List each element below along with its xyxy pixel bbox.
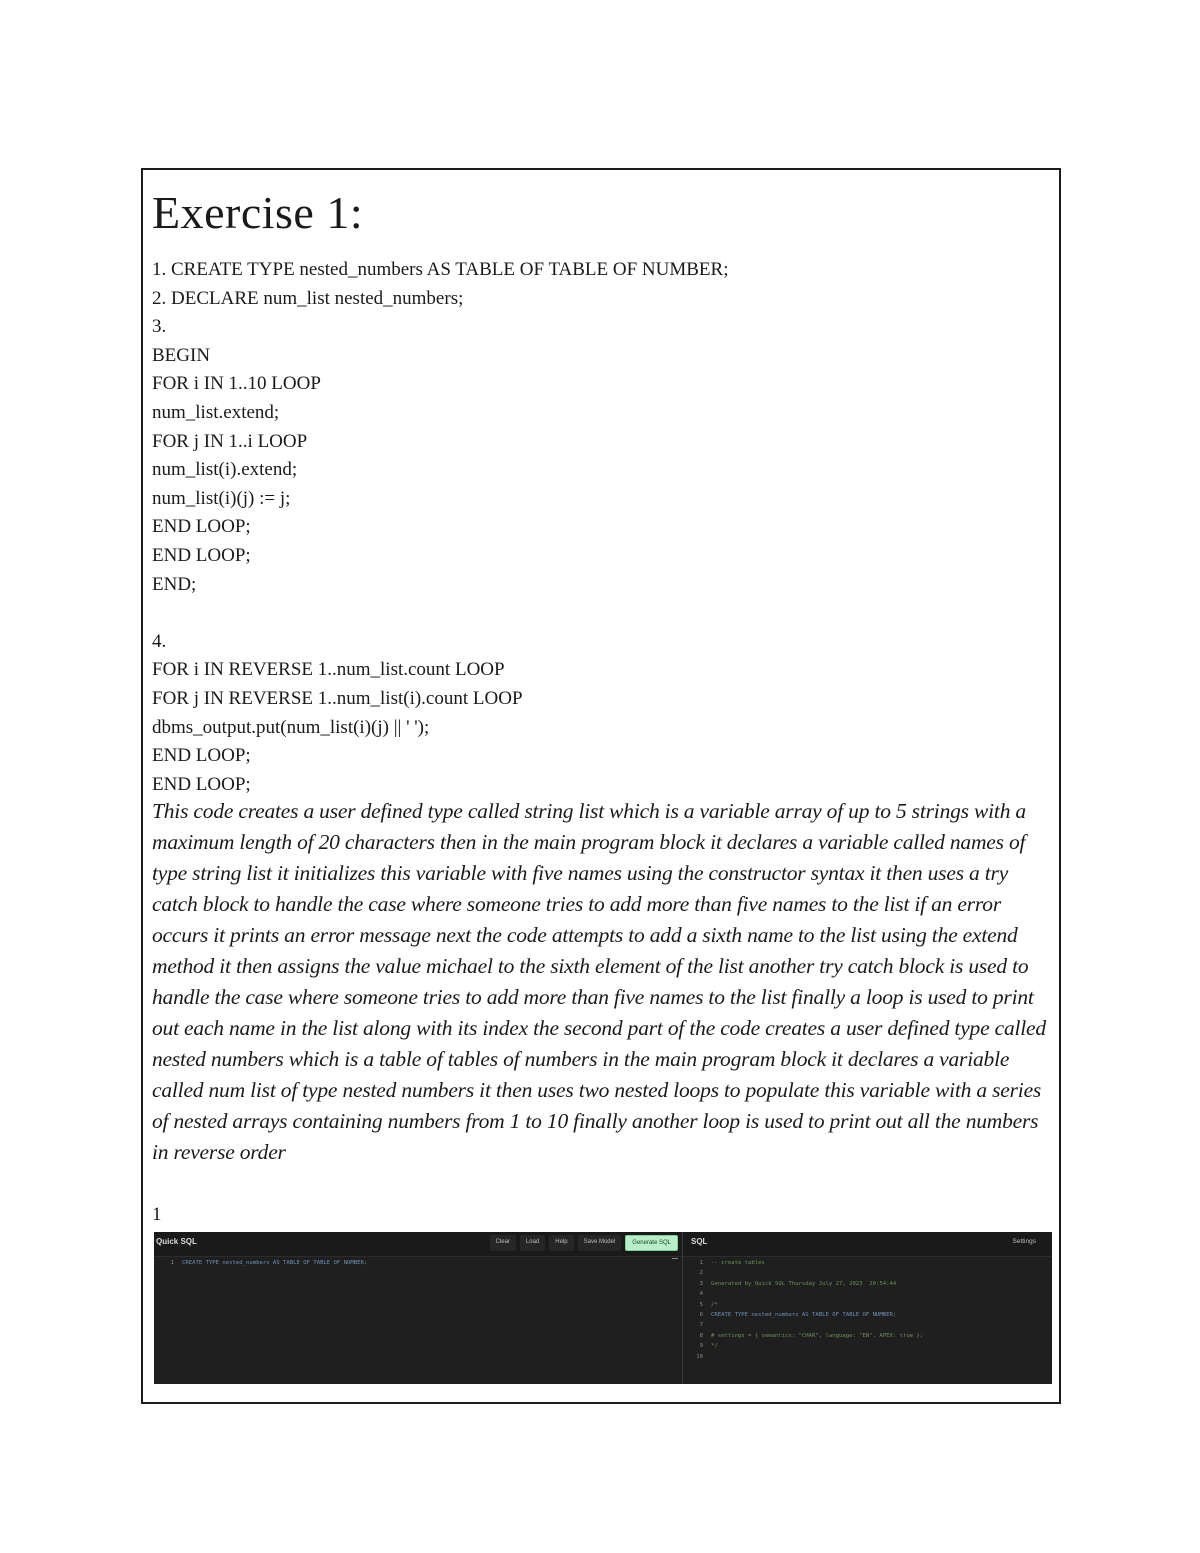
line-number: 5	[699, 1301, 703, 1308]
line-number: 10	[696, 1353, 703, 1360]
code-line: 4.	[152, 630, 167, 652]
code-line: num_list.extend;	[152, 401, 280, 423]
output-lines	[683, 1258, 1052, 1362]
code-line: BEGIN	[152, 344, 211, 366]
exercise-frame	[141, 168, 1061, 1404]
settings-link[interactable]: Settings	[1012, 1238, 1036, 1245]
line-number: 4	[699, 1291, 703, 1298]
line-text: */	[711, 1343, 718, 1350]
toolbar-buttons	[490, 1235, 678, 1251]
sql-output-pane	[683, 1232, 1052, 1384]
editor-toolbar	[154, 1232, 682, 1257]
line-number: 6	[699, 1311, 703, 1318]
app-name: Quick SQL	[156, 1237, 197, 1246]
line-text: CREATE TYPE nested_numbers AS TABLE OF TABLE OF NUMBER;	[711, 1311, 897, 1318]
line-text: CREATE TYPE nested_numbers AS TABLE OF TABLE OF NUMBER;	[182, 1260, 368, 1266]
editor-line	[154, 1258, 682, 1268]
editor-line	[683, 1341, 1052, 1351]
explanation-paragraph: This code creates a user defined type called string list which is a variable array of up to 5 strings with a maximum length of 20 characters then in the main program block it declares a variable called names of type string list it initializes this variable with five names using the constructor syntax it then uses a try catch block to handle the case where someone tries to add more than five names to the list if an error occurs it prints an error message next the code attempts to add a sixth name to the list using the extend method it then assigns the value michael to the sixth element of the list another try catch block is used to handle the case where someone tries to add more than five names to the list finally a loop is used to print out each name in the list along with its index the second part of the code creates a user defined type called nested numbers which is a table of tables of numbers in the main program block it declares a variable called num list of type nested numbers it then uses two nested loops to populate this variable with a series of nested arrays containing numbers from 1 to 10 finally another loop is used to print out all the numbers in reverse order	[152, 799, 1046, 1164]
code-line: FOR j IN 1..i LOOP	[152, 430, 308, 452]
code-line: FOR i IN REVERSE 1..num_list.count LOOP	[152, 659, 505, 681]
scroll-indicator	[672, 1258, 678, 1259]
load-button[interactable]: Load	[520, 1235, 545, 1251]
output-toolbar	[683, 1232, 1052, 1257]
line-text: Generated by Quick SQL Thursday July 27, 2023 20:54:44	[711, 1280, 897, 1287]
editor-line	[683, 1352, 1052, 1362]
code-line: END LOOP;	[152, 745, 251, 767]
editor-line	[683, 1300, 1052, 1310]
code-line: END LOOP;	[152, 516, 251, 538]
output-title: SQL	[691, 1237, 708, 1246]
help-button[interactable]: Help	[549, 1235, 573, 1251]
code-line: 1. CREATE TYPE nested_numbers AS TABLE OF TABLE OF NUMBER;	[152, 259, 729, 280]
line-number: 1	[170, 1260, 174, 1266]
code-block	[152, 256, 1052, 799]
code-line: dbms_output.put(num_list(i)(j) || ' ');	[152, 716, 430, 738]
line-number: 9	[699, 1343, 703, 1350]
generate-sql-button[interactable]: Generate SQL	[625, 1235, 678, 1251]
editor-line	[683, 1279, 1052, 1289]
code-line	[152, 599, 1052, 628]
code-line: num_list(i).extend;	[152, 459, 298, 481]
exercise-title: Exercise 1:	[152, 187, 364, 238]
code-line: END;	[152, 573, 197, 595]
editor-line	[683, 1320, 1052, 1330]
save-model-button[interactable]: Save Model	[578, 1235, 622, 1251]
code-line: 3.	[152, 316, 167, 338]
line-number: 7	[699, 1322, 703, 1329]
editor-line	[683, 1289, 1052, 1299]
editor-lines[interactable]	[154, 1258, 682, 1268]
quick-sql-screenshot	[154, 1232, 1052, 1384]
editor-line	[683, 1258, 1052, 1268]
line-number: 3	[699, 1280, 703, 1287]
line-number: 1	[699, 1260, 703, 1266]
line-number: 8	[699, 1332, 703, 1339]
line-text: -- create tables	[711, 1260, 765, 1266]
line-text: /*	[711, 1301, 718, 1308]
clear-button[interactable]: Clear	[490, 1235, 516, 1251]
editor-line	[683, 1310, 1052, 1320]
code-line: num_list(i)(j) := j;	[152, 487, 291, 509]
code-line: END LOOP;	[152, 544, 251, 566]
code-line: END LOOP;	[152, 773, 251, 795]
line-text: # settings = { semantics: "CHAR", language: "EN", APEX: true };	[711, 1332, 924, 1339]
code-line: FOR j IN REVERSE 1..num_list(i).count LOOP	[152, 687, 523, 709]
editor-line	[683, 1268, 1052, 1278]
editor-line	[683, 1331, 1052, 1341]
editor-pane	[154, 1232, 683, 1384]
line-number: 2	[699, 1270, 703, 1277]
code-line: 2. DECLARE num_list nested_numbers;	[152, 287, 464, 309]
code-line: FOR i IN 1..10 LOOP	[152, 373, 321, 395]
figure-label: 1	[152, 1204, 162, 1225]
